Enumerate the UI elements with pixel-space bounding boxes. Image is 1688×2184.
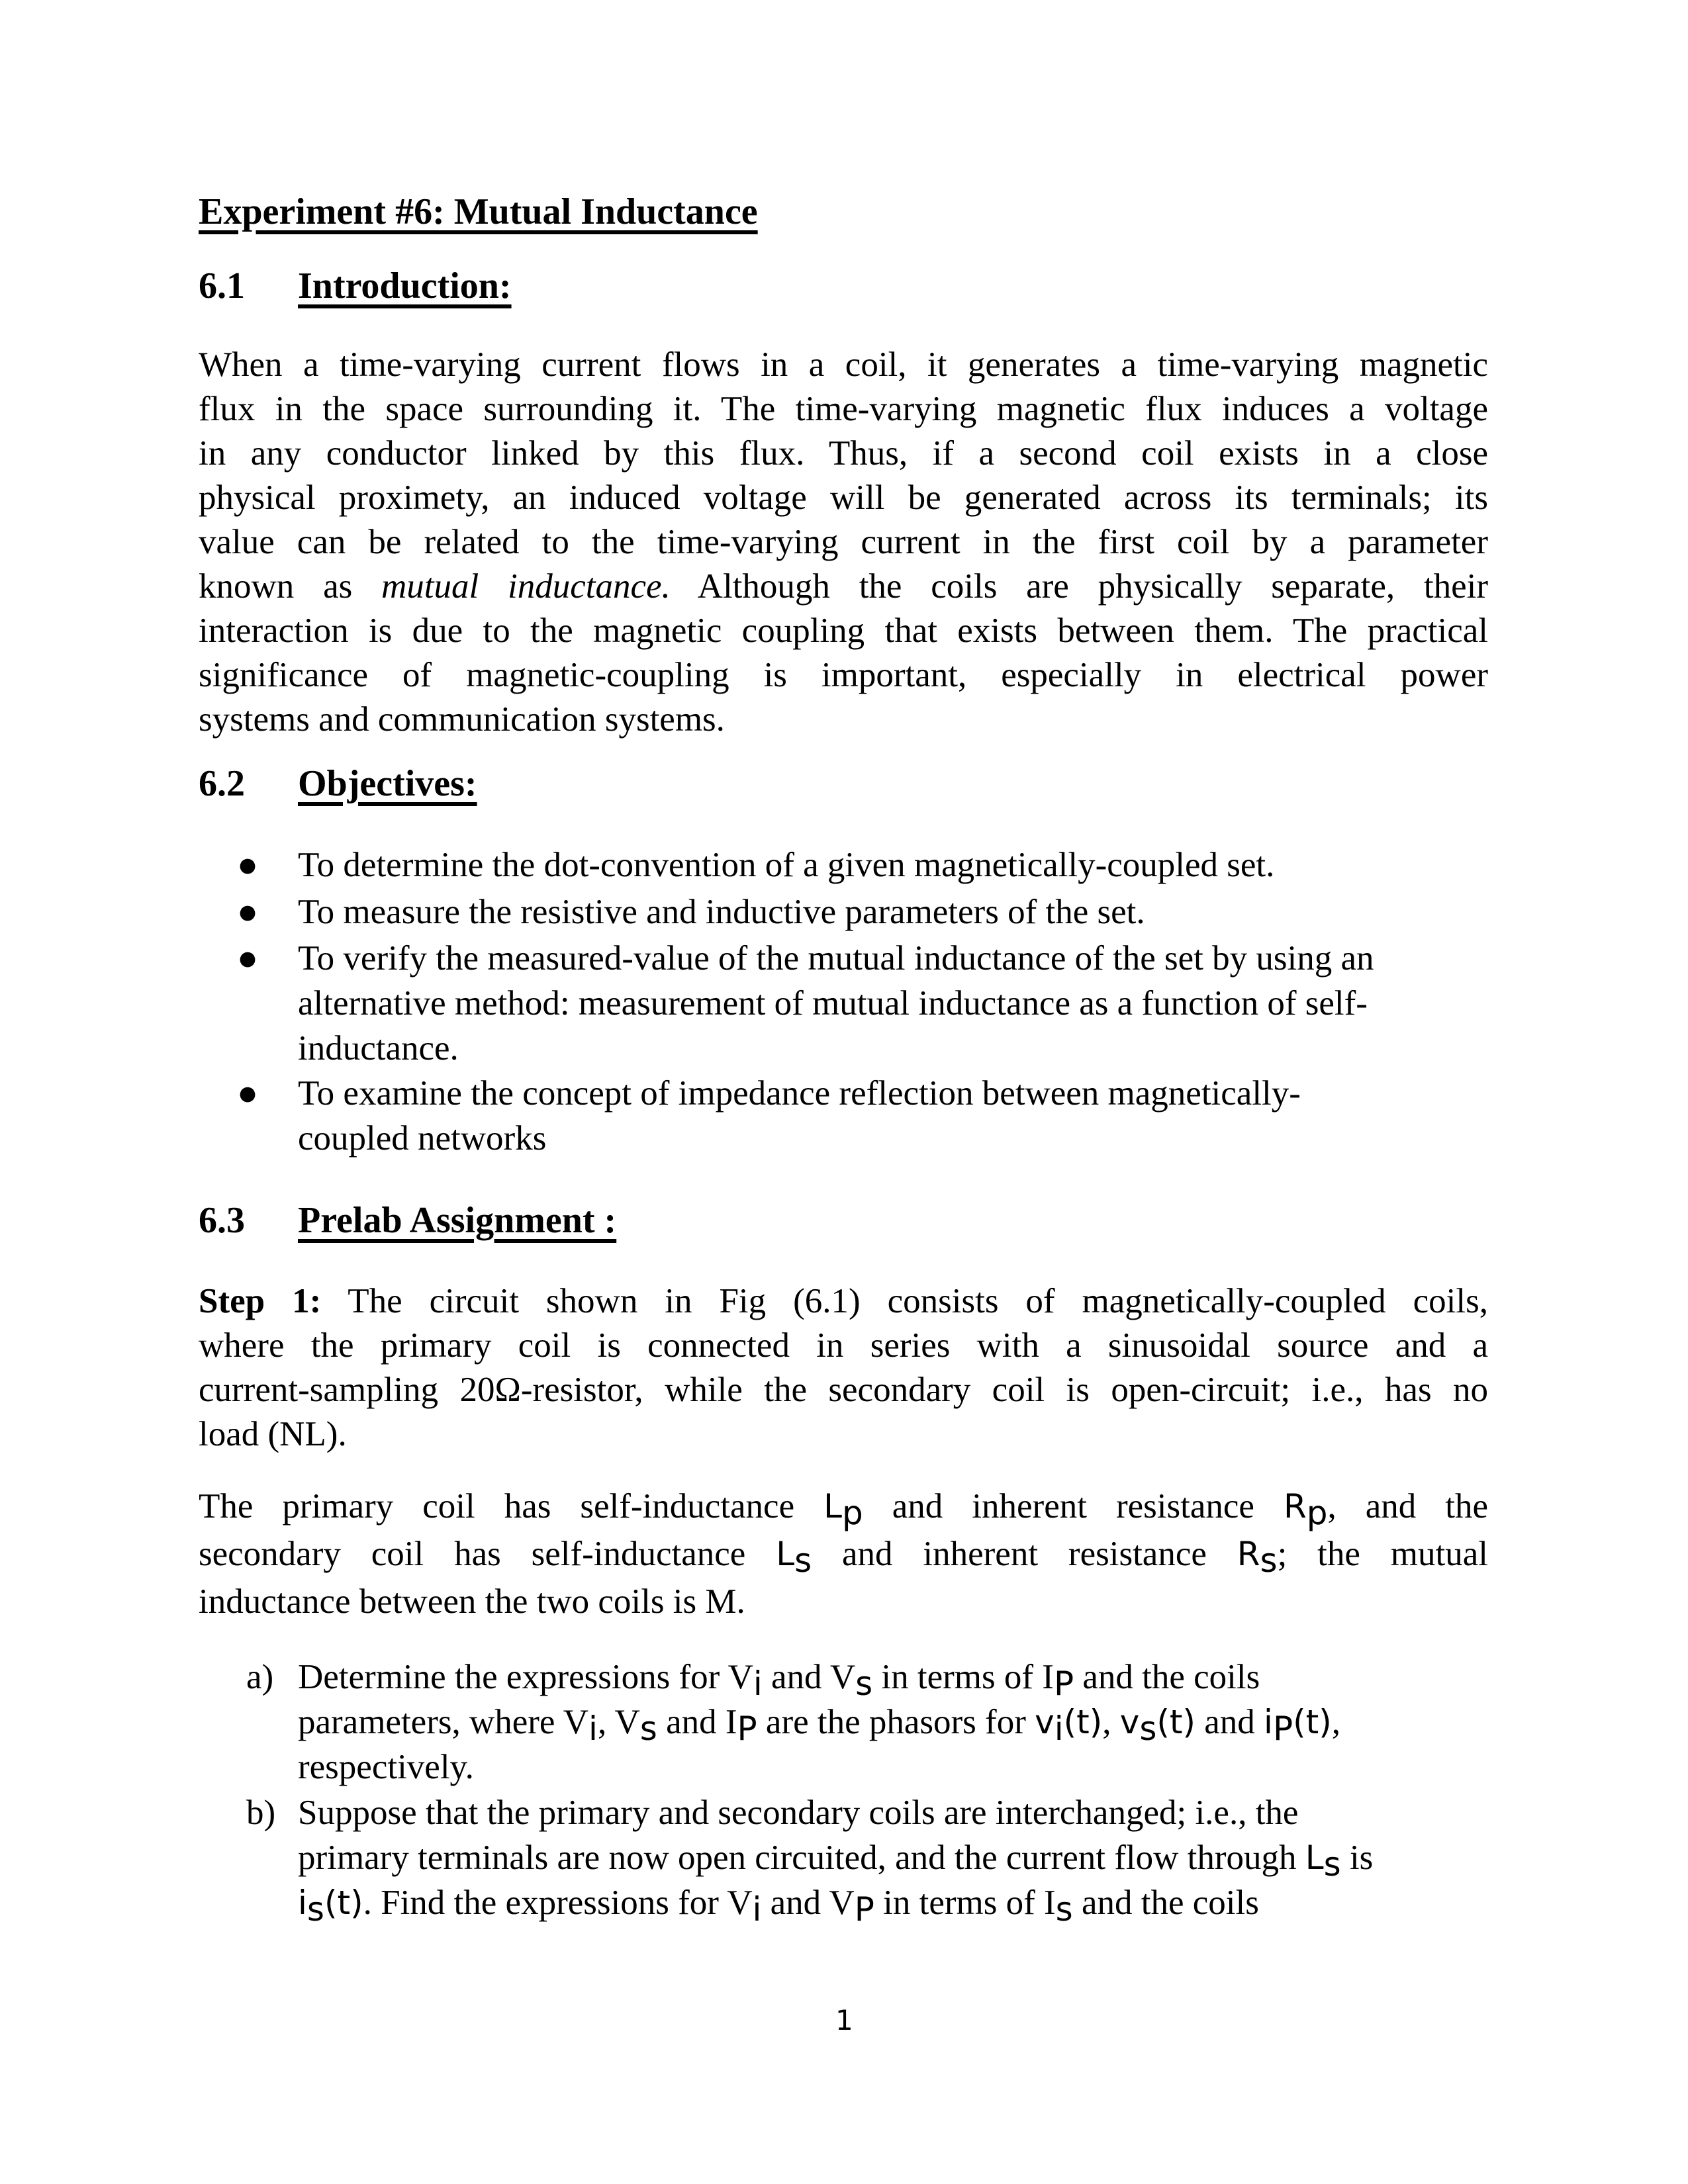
introduction-paragraph <box>199 343 1488 742</box>
paragraph-line: known as mutual inductance. Although the coils are physically separate, their <box>199 567 1489 606</box>
paragraph-line: secondary coil has self-inductance $L_s$ and inherent resistance $R_s$; the mutual <box>199 1535 1488 1580</box>
paragraph-line: inductance between the two coils is M. <box>199 1582 745 1621</box>
paragraph-line: in any conductor linked by this flux. Thus, if a second coil exists in a close <box>199 434 1488 473</box>
bullet-icon: ● <box>237 1074 259 1113</box>
objective-item: ● To measure the resistive and inductive parameters of the set. <box>199 889 1488 935</box>
section-number-6-3: 6.3 <box>199 1200 245 1241</box>
coil-parameters-paragraph <box>199 1482 1488 1625</box>
item-marker: a) <box>246 1658 274 1696</box>
paragraph-line: load (NL). <box>199 1415 347 1453</box>
paragraph-line: The primary coil has self-inductance $L_p$ and inherent resistance $R_p$, and the <box>199 1487 1489 1532</box>
paragraph-line: where the primary coil is connected in series with a sinusoidal source and a <box>199 1326 1488 1365</box>
bullet-icon: ● <box>237 846 259 884</box>
prelab-questions-list <box>199 1655 1488 1929</box>
paragraph-line: physical proximety, an induced voltage will be generated across its terminals; its <box>199 478 1488 517</box>
paragraph-line: value can be related to the time-varying current in the first coil by a parameter <box>199 523 1488 561</box>
section-title-objectives: Objectives: <box>298 763 477 804</box>
question-item-a: a) Determine the expressions for $V_i$ and $V_s$ in terms of $I_P$ and the coils parameters, where $V_i$, $V_s$ and $I_P$ are the phasors for $v_i(t)$, $v_s(t)$ and $i_P(t)$, respectively. <box>199 1655 1488 1790</box>
paragraph-line: interaction is due to the magnetic coupling that exists between them. The practical <box>199 612 1488 650</box>
term-mutual-inductance: mutual inductance. <box>381 567 671 606</box>
bullet-icon: ● <box>237 893 259 931</box>
paragraph-line: significance of magnetic-coupling is important, especially in electrical power <box>199 656 1488 694</box>
step1-paragraph <box>199 1279 1488 1457</box>
section-number-6-2: 6.2 <box>199 763 245 804</box>
paragraph-line: systems and communication systems. <box>199 700 725 739</box>
section-title-prelab-assignment: Prelab Assignment : <box>298 1200 617 1241</box>
paragraph-line: flux in the space surrounding it. The time-varying magnetic flux induces a voltage <box>199 390 1488 428</box>
section-title-introduction: Introduction: <box>298 265 512 306</box>
objective-item: ● To examine the concept of impedance reflection between magnetically- coupled networks <box>199 1070 1488 1160</box>
page-number: 1 <box>835 2004 853 2036</box>
document-title: Experiment #6: Mutual Inductance <box>199 191 758 232</box>
item-marker: b) <box>246 1794 276 1832</box>
paragraph-line: Step 1: The circuit shown in Fig (6.1) consists of magnetically-coupled coils, <box>199 1282 1488 1320</box>
question-item-b: b) Suppose that the primary and secondary coils are interchanged; i.e., the primary terminals are now open circuited, and the current flow through $L_s$ is $i_s(t)$. Find the expressions for $V_i$ and $V_P$ in terms of $I_s$ and the coils <box>199 1790 1488 1925</box>
step-label: Step 1: <box>199 1282 322 1320</box>
objective-item: ● To determine the dot-convention of a given magnetically-coupled set. <box>199 842 1488 889</box>
section-number-6-1: 6.1 <box>199 265 245 306</box>
paragraph-line: current-sampling 20Ω-resistor, while the secondary coil is open-circuit; i.e., has no <box>199 1371 1488 1409</box>
objectives-list <box>199 842 1488 1160</box>
bullet-icon: ● <box>237 939 259 978</box>
objective-item: ● To verify the measured-value of the mutual inductance of the set by using an alternative method: measurement of mutual inductance as a function of self- inductance. <box>199 935 1488 1070</box>
paragraph-line: When a time-varying current flows in a coil, it generates a time-varying magnetic <box>199 345 1488 384</box>
